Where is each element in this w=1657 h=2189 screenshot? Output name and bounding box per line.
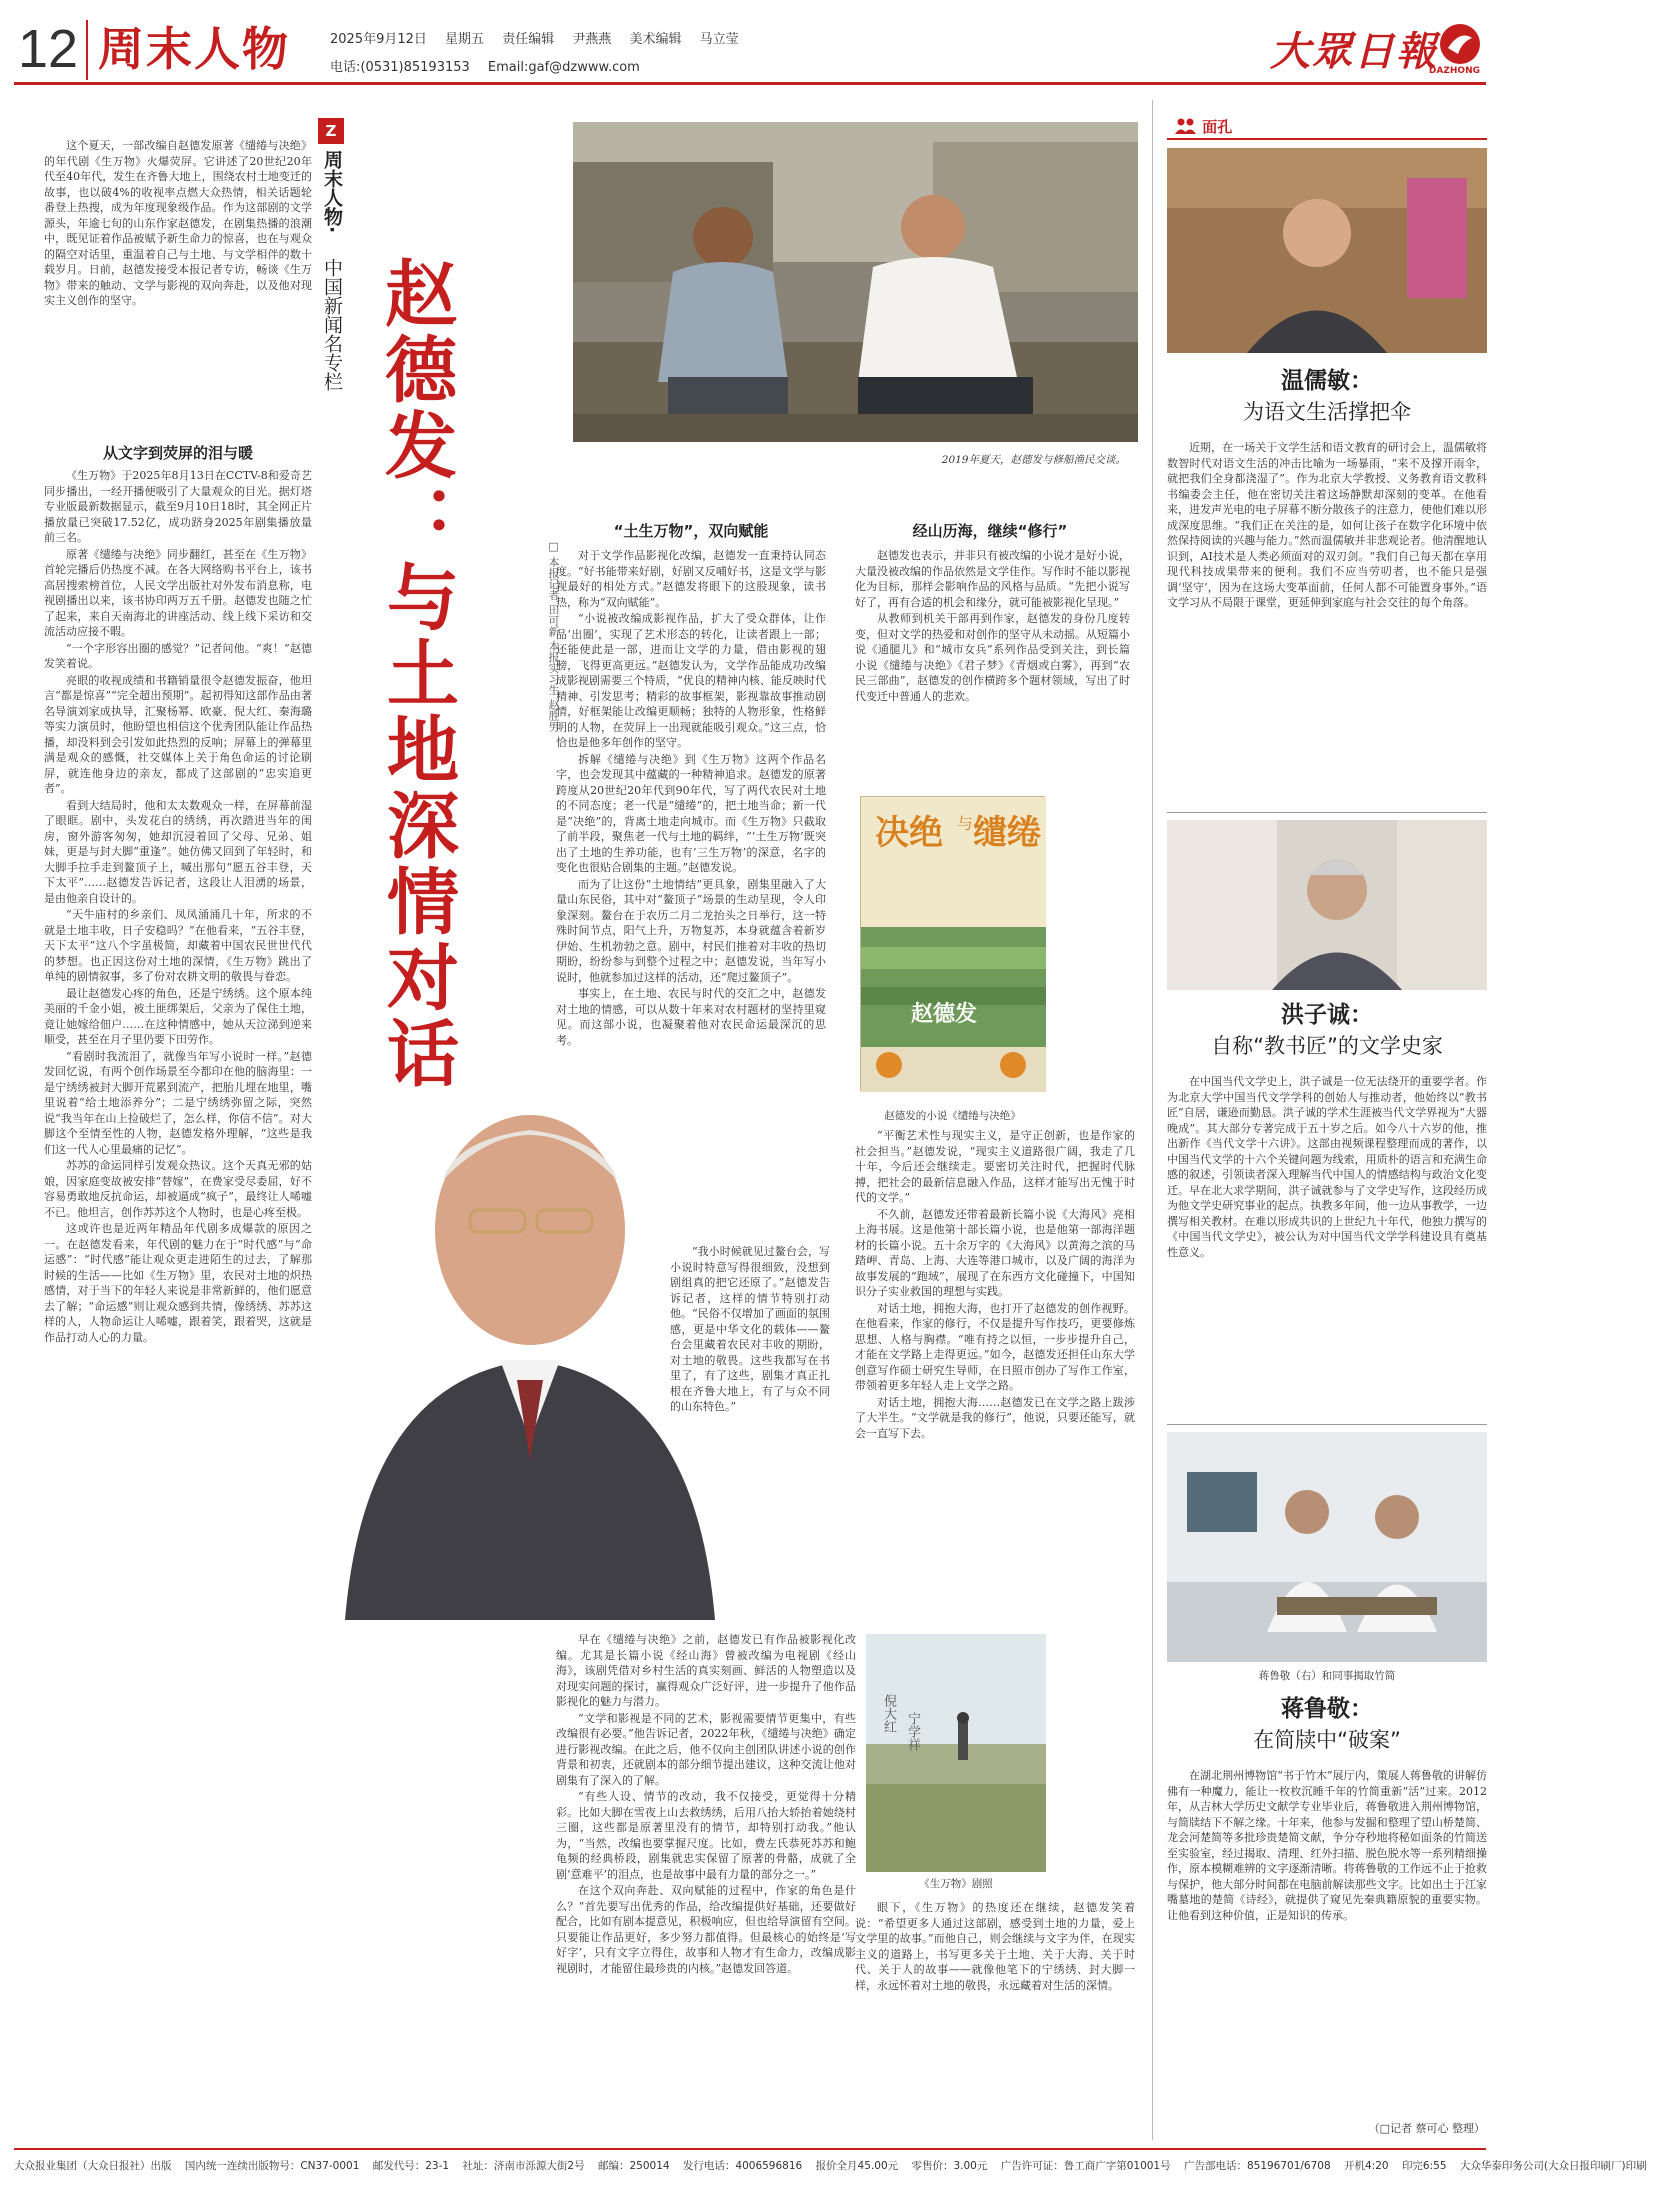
mid2-column-text-top [855,548,1130,783]
paragraph: 最让赵德发心疼的角色，还是宁绣绣。这个原本纯美丽的千金小姐，被土匪绑架后，父亲为了保住土地，竟让她嫁给佃户……在这种情感中，她从天泣涕到逆来顺受，甚至在月子里仍要下田劳作。 [44,986,312,1046]
paragraph: “小说被改编成影视作品，扩大了受众群体，让作品‘出圈’，实现了艺术形态的转化，让读者跟上一部；还能使此是一部，进而让文学的力量，借由影视的翅膀，飞得更高更远。”赵德发认为，文学作品能成功改编成影视剧需要三个特质，“优良的精神内核、能反映时代精神、引发思考；精彩的故事框架，影视靠故事推动剧情，好框架能让改编更顺畅；独特的人物形象，性格鲜明的人物，在荧屏上一出现就能吸引观众。”这三点，恰恰也是他多年创作的坚守。 [556,612,826,749]
paragraph: 原著《缱绻与决绝》同步翻红，甚至在《生万物》首轮完播后仍热度不减。在各大网络购书平台上，该书高居搜索榜首位，人民文学出版社对外发布消息称，电视剧播出以来，该书协印两万五千册。赵德发也随之忙了起来，来自天南海北的讲座活动、线上线下采访和交流活动应接不暇。 [44,547,312,638]
lead-paragraph [44,138,312,428]
masthead-info-line1 [330,28,753,47]
section-title: 周末人物 [98,22,290,76]
contact-phone: 电话:(0531)85193153 [330,60,470,75]
footer-ad-phone: 广告部电话：85196701/6708 [1183,2160,1331,2172]
lead-text: 这个夏天，一部改编自赵德发原著《缱绻与决绝》的年代剧《生万物》火爆荧屏。它讲述了20世纪20年代至40年代，发生在齐鲁大地上，围绕农村土地变迁的故事，也以破4%的收视率点燃大众热情，相关话题轮番登上热搜，成为年度现象级作品。作为这部剧的文学源头，年逾七旬的山东作家赵德发，在剧集热播的浪潮中，既见证着作品被赋予新生命力的惊喜，也在与观众的隔空对话里，重温着自己与土地、与文学相伴的数十载岁月。日前，赵德发接受本报记者专访，畅谈《生万物》带来的触动、文学与影视的双向奔赴，以及他对现实主义创作的坚守。 [44,139,312,307]
face-3-photo-caption: 蒋鲁敬（右）和同事揭取竹简 [1258,1670,1396,1682]
mid1-column-text-bottom [556,1632,856,2137]
footer [14,2158,1647,2173]
faces-label-text: 面孔 [1202,118,1233,136]
face-1-name: 温儒敏： [1281,368,1373,394]
paragraph: “平衡艺术性与现实主义，是守正创新，也是作家的社会担当。”赵德发说，“现实主义道路很广阔，我走了几十年，今后还会继续走。要密切关注时代，把握时代脉搏，把社会的最新信息融入作品，这样才能写出无愧于时代的文学。” [855,1129,1135,1204]
headline-line2: 与土地深情对话 [375,560,459,1092]
mid1-subhead: “土生万物”，双向赋能 [613,522,769,540]
paragraph: 近期，在一场关于文学生活和语文教育的研讨会上，温儒敏将数智时代对语文生活的冲击比喻为一场暴雨，“来不及撑开雨伞，就把我们全身都浇湿了”。作为北京大学教授、义务教育语文教科书编委会主任，他在密切关注着这场静默却深刻的变革。在他看来，进发声光电的电子屏幕不断分散孩子的注意力，使他们难以形成深度思维。“我们正在关注的是，如何让孩子在数字化环境中依然保持阅读的兴趣与能力。”然而温儒敏并非悲观论者。他清醒地认识到，AI技术是人类必须面对的双刃剑。“我们自己每天都在享用现代科技成果带来的便利。我们不应当劳叨者，也不能只是强调‘坚守’，因为在这场大变革面前，任何人都不可能置身事外。”语文学习从不局限于课堂，更延伸到家庭与社会交往的每个角落。 [1167,441,1487,609]
paragraph: 在中国当代文学史上，洪子诚是一位无法绕开的重要学者。作为北京大学中国当代文学学科的创始人与推动者，他始终以“教书匠”自居，谦逊而勤恳。洪子诚的学术生涯被当代文学界视为“大器晚成”。其大部分专著完成于五十岁之后。如今八十六岁的他，推出新作《当代文学十六讲》。这部由视频课程整理而成的著作，以中国当代文学的十六个关键问题为线索，用质朴的语言和充满生命感的叙述，引领读者深入理解当代中国人的情感结构与政治文化变迁。早在北大求学期间，洪子诚就参与了文学史写作，这段经历成为他文学史研究事业的起点。执教多年间，他一边从事教学，一边撰写相关教材。在难以形成共识的上世纪九十年代，他独力撰写的《中国当代文学史》，被公认为对中国当代文学学科建设具有奠基性意义。 [1167,1075,1487,1259]
paragraph: 对于文学作品影视化改编，赵德发一直秉持认同态度。“好书能带来好剧，好剧又反哺好书，这是文学与影视最好的相处方式。”赵德发将眼下的这股现象，读书热，称为“双向赋能”。 [556,549,826,609]
paragraph: 对话土地，拥抱大海，也打开了赵德发的创作视野。在他看来，作家的修行，不仅是提升写作技巧，更要修炼思想、人格与胸襟。“唯有持之以恒，一步步提升自己，才能在文学路上走得更远。”如今，赵德发还担任山东大学创意写作硕士研究生导师，在日照市创办了写作工作室，带领着更多年轻人走上文学之路。 [855,1301,1135,1392]
face-2-title: 自称“教书匠”的文学史家 [1211,1034,1443,1058]
art-editor-name: 马立莹 [699,32,739,47]
face-divider [1167,1424,1487,1425]
face-author-sign: （□记者 蔡可心 整理） [1368,2122,1485,2135]
book-title-a: 决绝 [875,813,943,853]
footer-postal-code: 邮发代号：23-1 [372,2160,450,2172]
column-divider [1152,100,1153,2140]
column-name: 中国新闻名专栏 [321,258,343,391]
footer-publisher: 大众报业集团（大众日报社）出版 [14,2160,172,2172]
footer-cn: 国内统一连续出版物号：CN37-0001 [184,2160,360,2172]
photo-fisherman-interview [573,122,1138,442]
face-1-title: 为语文生活撑把伞 [1243,400,1411,424]
book-title-c: 缱绻 [973,813,1041,853]
paragraph: 不久前，赵德发还带着最新长篇小说《大海风》亮相上海书展。这是他第十部长篇小说，也是他第一部海洋题材的长篇小说。五十余万字的《大海风》以黄海之滨的马踏岬、青岛、上海、大连等港口城市，以及广阔的海洋为故事发展的“跑域”，展现了在东西方文化碰撞下，中国知识分子实业救国的理想与实践。 [855,1207,1135,1298]
masthead-divider [86,20,88,80]
footer-phone: 发行电话：4006596816 [682,2160,803,2172]
issue-weekday: 星期五 [445,32,485,47]
newspaper-logo [1270,20,1480,78]
paragraph: “一个字形容出圈的感觉？”记者问他。“爽！”赵德发笑着说。 [44,641,312,670]
book-author: 赵德发 [911,1002,978,1027]
logo-text: 大眾日報 [1270,28,1438,75]
masthead-rule [14,82,1486,85]
logo-subtext: DAZHONG [1428,66,1480,76]
logo-mark-icon [1440,24,1480,64]
left-subhead: 从文字到荧屏的泪与暖 [102,444,253,462]
face-3-title: 在简牍中“破案” [1253,1728,1401,1752]
paragraph: 《生万物》于2025年8月13日在CCTV-8和爱奇艺同步播出，一经开播便吸引了大量观众的目光。据灯塔专业版最新数据显示，截至9月10日18时，其全网正片播放量已突破17.52亿，成功跻身2025年剧集播放量前三名。 [44,469,312,544]
photo-top-caption: 2019年夏天，赵德发与修船渔民交谈。 [941,454,1126,466]
paragraph: “我小时候就见过鳌台会，写小说时特意写得很细致，没想到剧组真的把它还原了。”赵德发告诉记者，这样的情节特别打动他。“民俗不仅增加了画面的氛围感，更是中华文化的载体——鳌台会里藏着农民对丰收的期盼，对土地的敬畏。这些我都写在书里了，有了这些，剧集才真正扎根在齐鲁大地上，有了与众不同的山东特色。” [670,1245,830,1413]
paragraph: “文学和影视是不同的艺术，影视需要情节更集中，有些改编很有必要。”他告诉记者，2022年秋，《缱绻与决绝》确定进行影视改编。在此之后，他不仅向主创团队讲述小说的创作背景和初衷，还就剧本的部分细节提出建议，这种交流让他对剧集有了深入的了解。 [556,1711,856,1787]
book-title-b: 与 [957,814,974,833]
footer-address: 社址：济南市泺源大街2号 [462,2160,585,2172]
paragraph: 在湖北荆州博物馆“书于竹木”展厅内，策展人蒋鲁敬的讲解仿佛有一种魔力，能让一枚枚沉睡千年的竹简重新“活”过来。2012年，从吉林大学历史文献学专业毕业后，蒋鲁敬进入荆州博物馆，与简牍结下不解之缘。十年来，他参与发掘和整理了望山桥楚简、龙会河楚简等多批珍贵楚简文献，争分夺秒地将秘如面条的竹简送至实验室，经过揭取、清理、红外扫描、脱色脱水等一系列精细操作，原本模糊难辨的文字逐渐清晰。将蒋鲁敬的工作远不止于抢救与保护，他大部分时间都在电脑前解读那些文字。比如出土于江家嘴墓地的楚简《诗经》，就提供了窥见先秦典籍原貌的重要实物。让他看到这种价值，正是知识的传承。 [1167,1769,1487,1922]
art-editor-label: 美术编辑 [629,32,682,47]
face-divider [1167,812,1487,813]
photo-wen-rumin [1167,148,1487,353]
face-3-text [1167,1768,1487,2116]
paragraph: 这或许也是近两年精品年代剧多成爆款的原因之一。在赵德发看来，年代剧的魅力在于“时代感”与“命运感”：“时代感”能让观众更走进陌生的过去，了解那时候的生活——比如《生万物》里，农民对土地的炽热感情，对于当下的年轻人来说是非常新鲜的，他们愿意去了解；“命运感”则让观众感到共情，像绣绣、苏苏这样的人，人物命运让人唏嘘，跟着笑，跟着哭，这就是作品打动人心的力量。 [44,1222,312,1344]
paragraph: “看剧时我流泪了，就像当年写小说时一样。”赵德发回忆说，有两个创作场景至今都印在他的脑海里：一是宁绣绣被封大脚开荒累到流产，把胎儿埋在地里，嘴里说着“给土地添养分”；二是宁绣绣弥留之际，突然说“我当年在山上捡破烂了，怎么样，你信不信”。对大脚这个至情至性的人物，赵德发格外理解，“这些是我们这一代人心里最痛的记忆”。 [44,1049,312,1156]
section-badge: Z [318,118,344,144]
drama-still [866,1634,1046,1872]
photo-jiang-lujing [1167,1432,1487,1662]
book-caption: 赵德发的小说《缱绻与决绝》 [884,1110,1021,1122]
footer-printer: 大众华泰印务公司(大众日报印刷厂)印刷 [1459,2160,1647,2172]
masthead [0,0,1500,82]
editor-name: 尹燕燕 [572,32,612,47]
paragraph: “天牛庙村的乡亲们、凤凤涌涌几十年，所求的不就是土地丰收，日子安稳吗？”在他看来，“五谷丰登，天下太平”这八个字虽极简，却藏着中国农民世世代代的梦想。也正因这份对土地的深情，《生万物》跳出了单纯的剧情叙事，多了份对农耕文明的敬畏与眷恋。 [44,908,312,983]
people-icon [1175,118,1202,136]
paragraph: 事实上，在土地、农民与时代的交汇之中，赵德发对土地的情感，可以从数十年来对农村题材的坚持里窥见。而这部小说，也凝聚着他对农民命运最深沉的思考。 [556,987,826,1047]
headline-line1: 赵德发： [373,256,457,560]
paragraph: 从教师到机关干部再到作家，赵德发的身份几度转变，但对文学的热爱和对创作的坚守从未动摇。从短篇小说《通腿儿》和“城市女兵”系列作品受到关注，到长篇小说《缱绻与决绝》《君子梦》《青烟或白雾》，再到“农民三部曲”，赵德发的创作横跨多个题材领域，写出了时代变迁中普通人的悲欢。 [855,612,1130,703]
face-1-text [1167,440,1487,805]
contact-email: Email:gaf@dzwww.com [487,60,640,75]
footer-monthly-price: 报价全月45.00元 [815,2160,899,2172]
photo-hong-zicheng [1167,820,1487,990]
mid2-column-text-mid [855,1128,1135,1628]
paragraph: 苏苏的命运同样引发观众热议。这个天真无邪的姑娘，因家庭变故被安排“替嫁”，在费家受尽委屈，好不容易勇敢地反抗命运，却被逼成“疯子”，最终让人唏嘘不已。他坦言，创作苏苏这个人物时，也是心疼至极。 [44,1159,312,1219]
issue-date: 2025年9月12日 [330,32,427,47]
paragraph: 而为了让这份“土地情结”更具象，剧集里融入了大量山东民俗，其中对“鳌顶子”场景的生动呈现，令人印象深刻。鳌台在于农历二月二龙抬头之日举行，这一特殊时间节点，阳气上升，万物复苏，本身就蕴含着新岁伊始、生机勃勃之意。剧中，村民们推着对丰收的热切期盼，纷纷参与到整个过程之中；赵德发说，当年写小说时，他就参加过这样的活动，还“爬过鳌顶子”。 [556,877,826,984]
paragraph: 在这个双向奔赴、双向赋能的过程中，作家的角色是什么？“首先要写出优秀的作品，给改编提供好基础，还要做好配合，比如有剧本提意见，积极响应，但也给导演留有空间。只要能让作品更好，多少努力都值得。但最核心的始终是‘写好字’，只有文字立得住，故事和人物才有生命力，改编成影视剧时，才能留住最珍贵的内核。”赵德发回答道。 [556,1884,856,1975]
section-brand: 周末人物· [321,150,343,234]
footer-ad-license: 广告许可证：鲁工商广字第01001号 [1000,2160,1171,2172]
paragraph: 亮眼的收视成绩和书籍销量很令赵德发振奋，他坦言“都是惊喜”“完全超出预期”。起初得知这部作品由著名导演刘家成执导，汇聚杨幂、欧豪、倪大红、秦海璐等实力演员时，他盼望也相信这个优秀团队能让作品热播，却没料到会引发如此热烈的反响；屏幕上的弹幕里满是观众的感慨，社交媒体上关于角色命运的讨论刷屏，就连他身边的亲友，都成了这部剧的“忠实追更者”。 [44,673,312,795]
paragraph: 拆解《缱绻与决绝》到《生万物》这两个作品名字，也会发现其中蕴藏的一种精神追求。赵德发的原著跨度从20世纪20年代到90年代，写了两代农民对土地的不同态度；老一代是“缱绻”的，把土地当命；新一代是“决绝”的，背离土地走向城市。而《生万物》只截取了前半段，聚焦老一代与土地的羁绊，“‘土生万物’既突出了土地的生养功能，也有‘三生万物’的深意，名字的变化也很贴合剧集的主题。”赵德发说。 [556,752,826,874]
paragraph: 看到大结局时，他和太太数观众一样，在屏幕前湿了眼眶。剧中，头发花白的绣绣，再次踏进当年的闺房，窗外游客匆匆，她却沉浸着回了父母、兄弟、姐妹，更是与封大脚“重逢”。她仿佛又回到了年轻时，和大脚手拉手走到鳌顶子上，喊出那句“愿五谷丰登，天下太平”……赵德发告诉记者，这段让人泪湧的场景，是由他亲自设计的。 [44,798,312,905]
footer-end-time: 印完6:55 [1401,2160,1447,2172]
paragraph: 早在《缱绻与决绝》之前，赵德发已有作品被影视化改编。尤其是长篇小说《经山海》曾被改编为电视剧《经山海》，该剧凭借对乡村生活的真实刻画、鲜活的人物塑造以及对现实问题的探讨，赢得观众广泛好评，进一步提升了他作品影视化的魅力与潜力。 [556,1633,856,1708]
byline: □ 本报记者 田可新 本报实习生 赵胜男 [547,540,560,732]
mid2-subhead: 经山历海，继续“修行” [912,522,1068,540]
faces-label [1175,116,1232,137]
book-cover [860,796,1045,1091]
mid2-column-text-bottom [855,1900,1135,2135]
left-column-text [44,468,312,2080]
paragraph: 赵德发也表示，并非只有被改编的小说才是好小说，大量没被改编的作品依然是文学佳作。写作时不能以影视化为目标，那样会影响作品的风格与品质。“先把小说写好了，再有合适的机会和缘分，就可能被影视化呈现。” [855,549,1130,609]
paragraph: 对话土地，拥抱大海……赵德发已在文学之路上跋涉了大半生。“文学就是我的修行”，他说，只要还能写，就会一直写下去。 [855,1395,1135,1440]
footer-start-time: 开机4:20 [1344,2160,1389,2172]
drama-label-role: 宁学祥 [905,1712,920,1751]
face-2-name: 洪子诚： [1281,1002,1373,1028]
face-2-text [1167,1074,1487,1419]
faces-section-header [1167,112,1487,140]
face-3-name: 蒋鲁敬： [1281,1696,1373,1722]
editor-label: 责任编辑 [502,32,555,47]
paragraph: “有些人设、情节的改动，我不仅接受，更觉得十分精彩。比如大脚在雪夜上山去救绣绣，后用八抬大轿抬着她绕村三圈，这些都是原著里没有的情节，却特别打动我。”他认为，“当然，改编也要掌握尺度。比如，费左氏恭死苏苏和鲍龟频的经典桥段，剧集就忠实保留了原著的骨骼，成就了全剧‘意难平’的泪点，也是故事中最有力量的部分之一。” [556,1790,856,1881]
portrait-zhao-defa [305,1080,755,1620]
page-number: 12 [18,19,79,79]
paragraph: 眼下，《生万物》的热度还在继续，赵德发笑着说：“希望更多人通过这部剧，感受到土地的力量，爱上文学里的故事。”而他自己，则会继续与文字为伴，在现实主义的道路上，书写更多关于土地、关于大海、关于时代、关于人的故事——就像他笔下的宁绣绣、封大脚一样，永远怀着对土地的敬畏，永远藏着对生活的深情。 [855,1901,1135,1992]
masthead-info-line2 [330,56,654,75]
footer-zip: 邮编：250014 [597,2160,670,2172]
footer-rule [14,2148,1486,2150]
drama-caption: 《生万物》剧照 [919,1878,993,1890]
drama-label-actor: 倪大红 [881,1694,896,1733]
footer-retail-price: 零售价：3.00元 [911,2160,988,2172]
